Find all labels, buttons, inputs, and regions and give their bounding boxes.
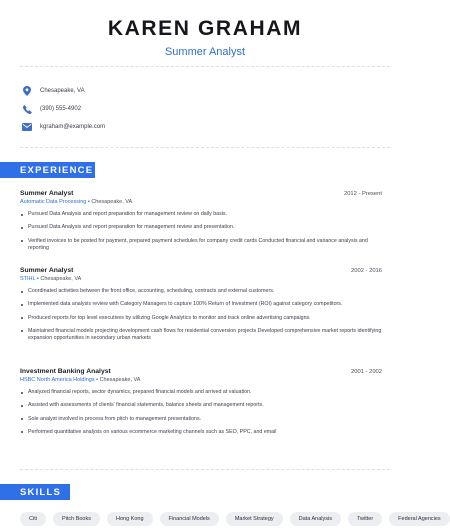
bullet-item: Verified invoices to be posted for payment, prepared payment schedules for company credit cards Conducted financial and variance analysis and reporting	[20, 238, 382, 253]
job-entry	[20, 267, 382, 348]
divider	[20, 66, 390, 67]
experience-heading-band	[0, 162, 95, 178]
candidate-name: KAREN GRAHAM	[107, 17, 303, 40]
job-bullets	[20, 288, 382, 342]
skill-chip: Hong Kong	[107, 512, 153, 526]
contact-location	[20, 82, 105, 100]
job-company: STIHL	[20, 276, 36, 282]
bullet-item: Maintained financial models projecting development cash flows for residential conversion projects Developed comprehensive market reports identifying expansion opportunities in secondary urban markets	[20, 328, 382, 343]
skill-chip: Market Strategy	[226, 512, 283, 526]
bullet-item: Assisted with assessments of clients' financial statements, balance sheets and management reports.	[20, 402, 382, 409]
job-company: Automatic Data Processing	[20, 199, 87, 205]
bullet-item: Pursued Data Analysis and report preparation for management review and presentation.	[20, 224, 382, 231]
bullet-item: Analyzed financial reports, sector dynamics, prepared financial models and arrived at valuation.	[20, 389, 382, 396]
job-dates: 2002 - 2016	[351, 268, 382, 274]
divider	[20, 469, 390, 470]
email-icon	[20, 120, 34, 134]
job-location: Chesapeake, VA	[99, 377, 141, 383]
bullet-item: Implemented data analysis review with Category Managers to capture 100% Return of Investment (ROI) against category competitors.	[20, 301, 382, 308]
skills-heading: SKILLS	[20, 486, 61, 498]
bullet-item: Sole analyst involved in process from pitch to management presentations.	[20, 416, 382, 423]
job-title: Investment Banking Analyst	[20, 368, 111, 375]
divider	[20, 147, 390, 148]
job-location: Chesapeake, VA	[40, 276, 82, 282]
location-pin-icon	[20, 84, 34, 98]
job-location: Chesapeake, VA	[91, 199, 133, 205]
job-entry	[20, 368, 382, 442]
job-dates: 2001 - 2002	[351, 369, 382, 375]
resume-header	[0, 0, 410, 58]
contact-list	[20, 82, 105, 136]
bullet-item: Pursued Data Analysis and report preparation for management review on daily basis.	[20, 211, 382, 218]
skills-list	[20, 512, 450, 526]
job-title: Summer Analyst	[20, 267, 74, 274]
phone-icon	[20, 102, 34, 116]
skill-chip: Data Analysis	[290, 512, 341, 526]
job-entry	[20, 190, 382, 258]
bullet-item: Produced reports for top level executives by utilizing Google Analytics to monitor and track online advertising campaigns.	[20, 315, 382, 322]
experience-heading: EXPERIENCE	[20, 164, 94, 176]
contact-phone	[20, 100, 105, 118]
job-company-line: HSBC North America Holdings • Chesapeake, VA	[20, 377, 141, 383]
bullet-item: Coordinated activities between the front office, accounting, scheduling, contracts and external customers.	[20, 288, 382, 295]
email-text: kgraham@example.com	[40, 124, 106, 130]
job-company: HSBC North America Holdings	[20, 377, 95, 383]
job-dates: 2012 - Present	[343, 191, 382, 197]
skill-chip: Citi	[20, 512, 46, 526]
job-company-line: Automatic Data Processing • Chesapeake, VA	[20, 199, 133, 205]
contact-email	[20, 118, 105, 136]
skills-heading-band	[0, 484, 70, 500]
skill-chip: Pitch Books	[53, 512, 100, 526]
job-bullets	[20, 389, 382, 436]
job-title: Summer Analyst	[20, 190, 74, 197]
skill-chip: Federal Agencies	[389, 512, 450, 526]
candidate-title: Summer Analyst	[164, 46, 246, 58]
job-company-line: STIHL • Chesapeake, VA	[20, 276, 82, 282]
bullet-item: Performed quantitative analysis on various ecommerce marketing channels such as SEO, PPC, and email	[20, 429, 382, 436]
location-text: Chesapeake, VA	[40, 88, 85, 94]
phone-text: (390) 555-4902	[40, 106, 82, 112]
job-bullets	[20, 211, 382, 252]
skill-chip: Financial Models	[160, 512, 219, 526]
skill-chip: Twitter	[348, 512, 382, 526]
